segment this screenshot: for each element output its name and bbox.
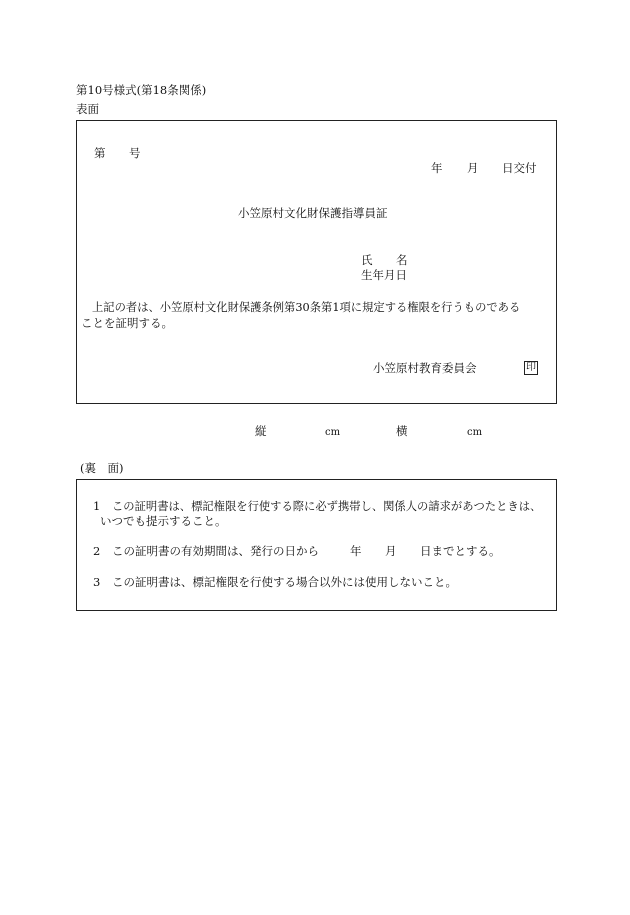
serial-go: 号 — [129, 146, 141, 160]
form-number: 第10号様式(第18条関係) — [76, 83, 207, 97]
front-label: 表面 — [76, 102, 99, 116]
item-1-line-2: いつでも提示すること。 — [100, 514, 227, 528]
item-1-number: 1 — [93, 499, 101, 513]
name-label-1: 氏 — [361, 253, 373, 267]
height-unit: cm — [325, 427, 341, 438]
height-label: 縦 — [255, 424, 267, 438]
name-label-2: 名 — [396, 253, 408, 267]
item-3-text: この証明書は、標記権限を行使する場合以外には使用しないこと。 — [112, 575, 457, 589]
body-line-1: 上記の者は、小笠原村文化財保護条例第30条第1項に規定する権限を行うものである — [92, 301, 521, 314]
item-2-month: 月 — [385, 544, 397, 558]
item-1-line-1: この証明書は、標記権限を行使する際に必ず携帯し、関係人の請求があつたときは、 — [112, 500, 542, 513]
item-2-text-a: この証明書の有効期間は、発行の日から — [112, 544, 319, 558]
certificate-title: 小笠原村文化財保護指導員証 — [238, 206, 388, 220]
birthdate-label: 生年月日 — [361, 268, 407, 282]
serial-dai: 第 — [94, 146, 106, 160]
item-2-number: 2 — [93, 544, 101, 558]
body-line-2: ことを証明する。 — [81, 316, 173, 330]
width-label: 横 — [396, 424, 408, 438]
width-unit: cm — [467, 427, 483, 438]
seal-mark: 印 — [526, 362, 536, 373]
item-2-text-b: 日までとする。 — [420, 544, 501, 558]
date-day-issue: 日交付 — [502, 161, 537, 175]
date-month: 月 — [467, 161, 479, 175]
item-2-year: 年 — [350, 544, 362, 558]
issuer-name: 小笠原村教育委員会 — [373, 361, 477, 375]
date-year: 年 — [431, 161, 443, 175]
front-side-box — [76, 120, 557, 404]
back-label: (裏 面) — [80, 461, 124, 475]
item-3-number: 3 — [93, 575, 101, 589]
